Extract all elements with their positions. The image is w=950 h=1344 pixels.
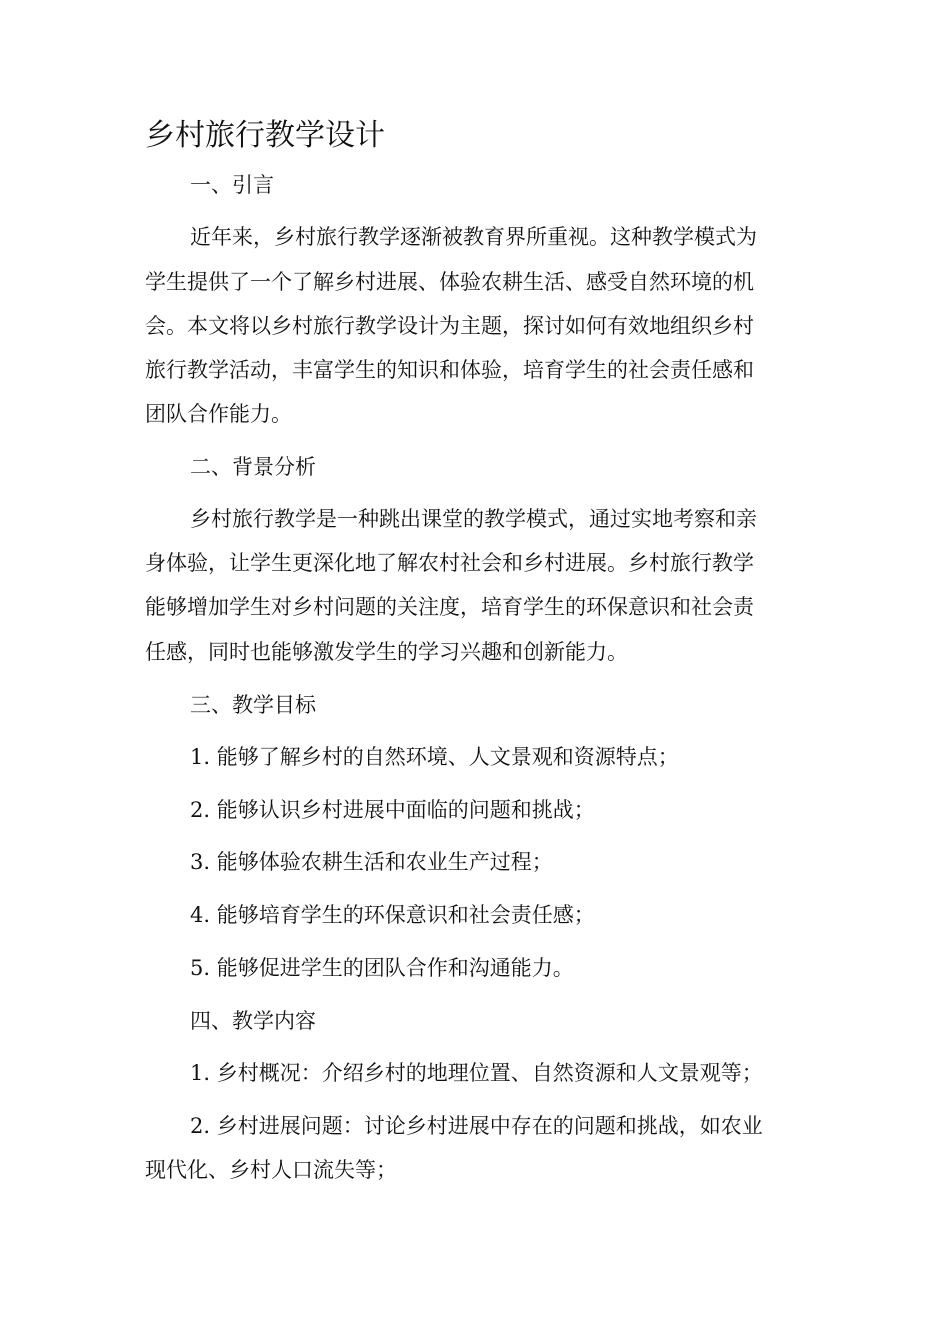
paragraph-line: 会。本文将以乡村旅行教学设计为主题，探讨如何有效地组织乡村	[145, 314, 754, 338]
section-heading-background: 二、背景分析	[190, 455, 316, 479]
paragraph-line: 学生提供了一个了解乡村进展、体验农耕生活、感受自然环境的机	[145, 270, 754, 294]
paragraph-line: 身体验，让学生更深化地了解农村社会和乡村进展。乡村旅行教学	[145, 551, 754, 575]
paragraph-line: 近年来，乡村旅行教学逐渐被教育界所重视。这种教学模式为	[190, 225, 757, 249]
paragraph-line: 乡村旅行教学是一种跳出课堂的教学模式，通过实地考察和亲	[190, 507, 757, 531]
paragraph-line: 团队合作能力。	[145, 402, 292, 426]
list-item: 3. 能够体验农耕生活和农业生产过程；	[190, 850, 553, 874]
paragraph-line: 任感，同时也能够激发学生的学习兴趣和创新能力。	[145, 640, 628, 664]
list-item: 2. 能够认识乡村进展中面临的问题和挑战；	[190, 798, 595, 822]
list-item: 1. 乡村概况：介绍乡村的地理位置、自然资源和人文景观等；	[190, 1061, 763, 1085]
section-heading-objectives: 三、教学目标	[190, 693, 316, 717]
paragraph-line: 能够增加学生对乡村问题的关注度，培育学生的环保意识和社会责	[145, 595, 754, 619]
list-item-continuation: 现代化、乡村人口流失等；	[145, 1158, 397, 1182]
list-item: 5. 能够促进学生的团队合作和沟通能力。	[190, 956, 574, 980]
paragraph-line: 旅行教学活动，丰富学生的知识和体验，培育学生的社会责任感和	[145, 358, 754, 382]
list-item: 1. 能够了解乡村的自然环境、人文景观和资源特点；	[190, 745, 679, 769]
list-item: 2. 乡村进展问题：讨论乡村进展中存在的问题和挑战，如农业	[190, 1114, 763, 1138]
document-title: 乡村旅行教学设计	[145, 118, 385, 153]
section-heading-intro: 一、引言	[190, 173, 274, 197]
section-heading-content: 四、教学内容	[190, 1009, 316, 1033]
list-item: 4. 能够培育学生的环保意识和社会责任感；	[190, 903, 595, 927]
